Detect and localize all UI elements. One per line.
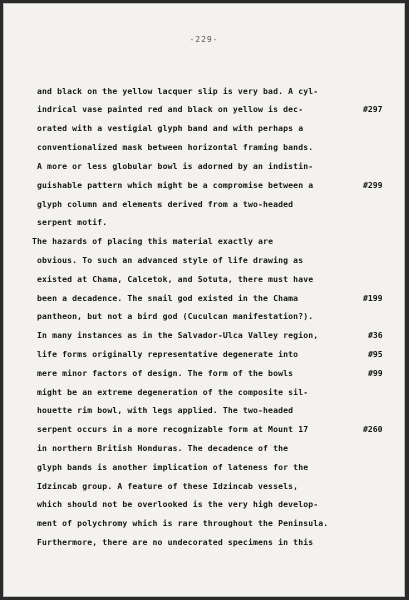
specimen-ref: #260 bbox=[363, 424, 383, 434]
text-line: existed at Chama, Calcetok, and Sotuta, there must have bbox=[37, 274, 314, 284]
text-line: mere minor factors of design. The form of the bowls bbox=[37, 368, 294, 378]
text-line: A more or less globular bowl is adorned by an indistin- bbox=[37, 161, 314, 171]
text-line: glyph column and elements derived from a two-headed bbox=[37, 199, 294, 209]
text-line: indrical vase painted red and black on yellow is dec- bbox=[37, 104, 304, 114]
text-line: Furthermore, there are no undecorated specimens in this bbox=[37, 537, 314, 547]
text-line: The hazards of placing this material exactly are bbox=[32, 236, 274, 246]
text-line: ment of polychromy which is rare throughout the Peninsula. bbox=[37, 518, 329, 528]
text-line: serpent motif. bbox=[37, 217, 108, 227]
text-line: orated with a vestigial glyph band and with perhaps a bbox=[37, 123, 304, 133]
text-line: guishable pattern which might be a compromise between a bbox=[37, 180, 314, 190]
specimen-ref: #99 bbox=[368, 368, 383, 378]
text-line: glyph bands is another implication of lateness for the bbox=[37, 462, 309, 472]
specimen-ref: #297 bbox=[363, 104, 383, 114]
text-line: which should not be overlooked is the very high develop- bbox=[37, 499, 319, 509]
page-number: -229- bbox=[189, 35, 219, 44]
text-line: obvious. To such an advanced style of life drawing as bbox=[37, 255, 304, 265]
specimen-ref: #95 bbox=[368, 349, 383, 359]
text-line: been a decadence. The snail god existed in the Chama bbox=[37, 293, 299, 303]
text-line: houette rim bowl, with legs applied. The two-headed bbox=[37, 405, 294, 415]
specimen-ref: #36 bbox=[368, 330, 383, 340]
text-line: life forms originally representative degenerate into bbox=[37, 349, 299, 359]
specimen-ref: #199 bbox=[363, 293, 383, 303]
specimen-ref: #299 bbox=[363, 180, 383, 190]
text-line: In many instances as in the Salvador-Ulca Valley region, bbox=[37, 330, 319, 340]
text-line: in northern British Honduras. The decadence of the bbox=[37, 443, 289, 453]
text-line: pantheon, but not a bird god (Cuculcan manifestation?). bbox=[37, 311, 314, 321]
text-line: conventionalized mask between horizontal framing bands. bbox=[37, 142, 314, 152]
text-line: serpent occurs in a more recognizable form at Mount 17 bbox=[37, 424, 309, 434]
text-line: and black on the yellow lacquer slip is very bad. A cyl- bbox=[37, 86, 319, 96]
document-page bbox=[3, 3, 405, 597]
text-line: might be an extreme degeneration of the composite sil- bbox=[37, 387, 309, 397]
text-line: Idzincab group. A feature of these Idzincab vessels, bbox=[37, 481, 299, 491]
